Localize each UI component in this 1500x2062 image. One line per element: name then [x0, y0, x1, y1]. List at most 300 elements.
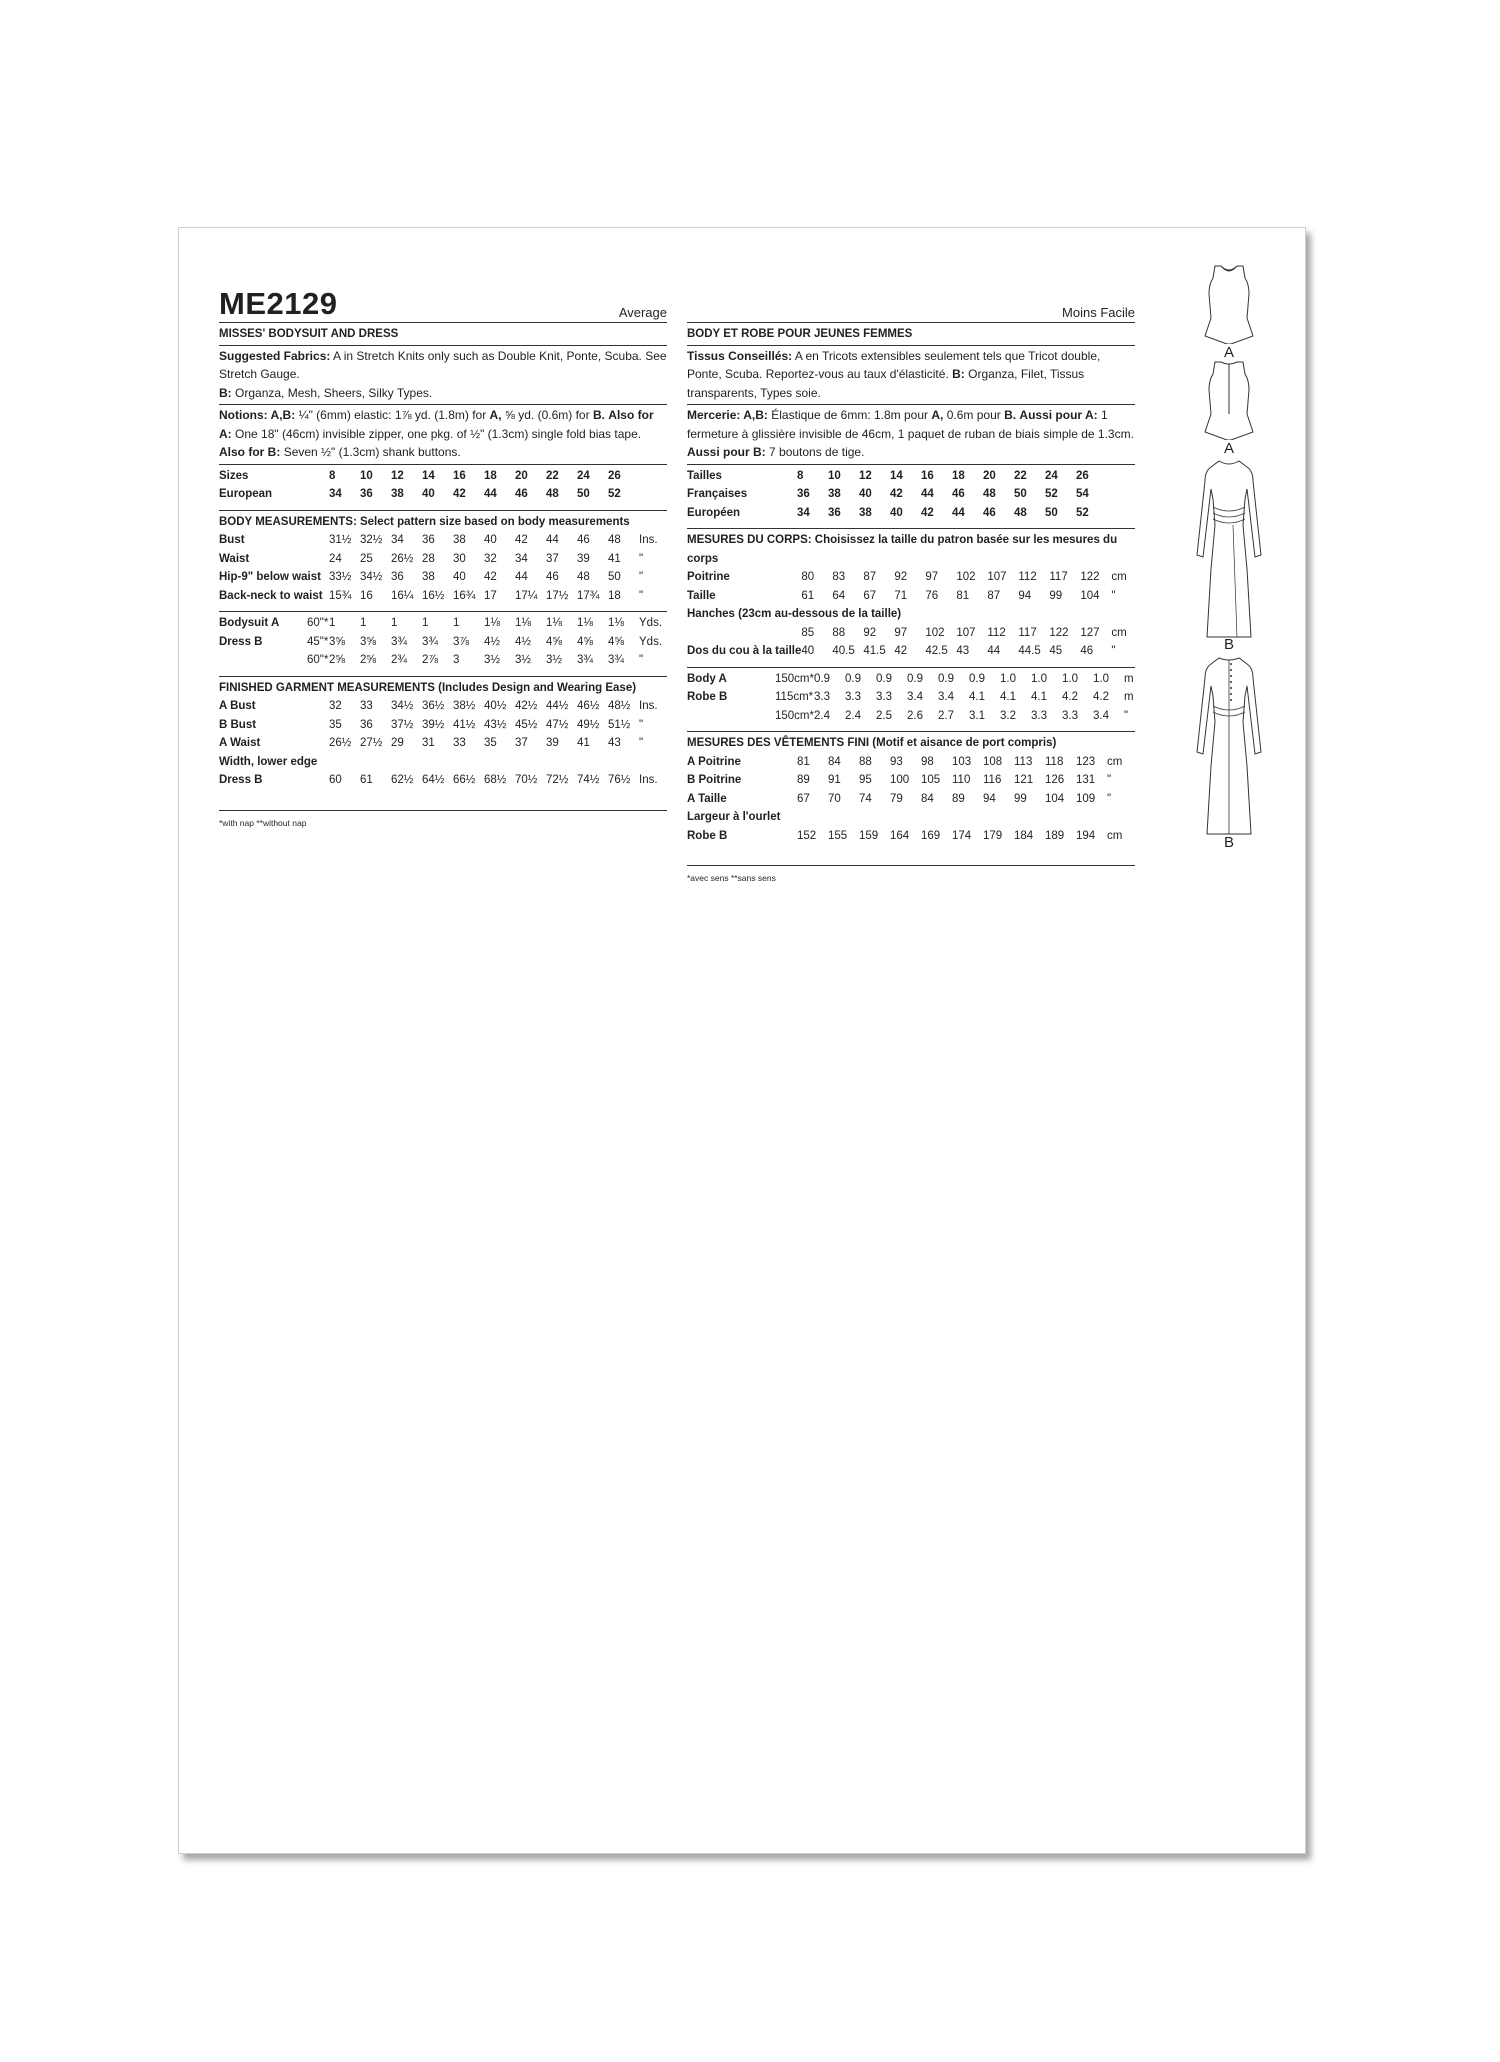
table-row [219, 485, 667, 504]
table-cell: 2¾ [391, 654, 407, 666]
table-cell: 22 [546, 469, 559, 482]
table-cell: 194 [1076, 829, 1096, 842]
footnote: *with nap **without nap [219, 817, 307, 828]
table-cell: 46 [577, 534, 590, 546]
table-cell: 103 [952, 755, 972, 768]
table-row [687, 485, 1135, 504]
unit-cell: m [1124, 672, 1134, 685]
table-cell: 89 [797, 774, 810, 786]
unit-cell: cm [1107, 829, 1123, 842]
table-cell: 35 [329, 718, 342, 731]
table-cell: 47½ [546, 718, 569, 731]
table-cell: 88 [859, 755, 872, 768]
figure-label-a-back: A [1223, 440, 1234, 457]
table-cell: 18 [952, 469, 965, 482]
table-row [219, 587, 667, 606]
table-cell: 117 [1018, 626, 1037, 639]
fabrics-b-text: Organza, Mesh, Sheers, Silky Types. [235, 385, 433, 400]
table-cell: 31 [422, 737, 435, 749]
table-cell: 16¾ [453, 589, 476, 602]
table-cell: 38 [453, 534, 466, 546]
table-cell: 36 [360, 718, 373, 731]
table-cell: 0.9 [938, 672, 954, 685]
pattern-envelope-back [178, 227, 1306, 1854]
row-label: Waist [219, 552, 250, 565]
table-cell: 46 [983, 506, 996, 519]
table-cell: 50 [1014, 488, 1027, 500]
table-cell: 87 [863, 571, 877, 583]
table-cell: 71 [894, 589, 908, 602]
notions [219, 405, 667, 465]
notions-also-a: Also for A: [219, 408, 654, 441]
table-cell: 42 [453, 488, 466, 500]
table-cell: 4.2 [1062, 691, 1078, 703]
table-cell: 112 [987, 626, 1006, 639]
table-cell: 52 [1076, 506, 1089, 519]
body-measurements [219, 511, 667, 613]
notions-text-1: ¼" (6mm) elastic: 1⅞ yd. (1.8m) for [298, 408, 487, 422]
table-cell: 189 [1045, 829, 1065, 842]
fabric-width: 60"* [307, 654, 329, 666]
bodysuit-a-front-illustration [1197, 264, 1261, 344]
row-label: B Poitrine [687, 774, 742, 786]
table-cell: 100 [890, 774, 910, 786]
table-cell: 81 [797, 755, 810, 768]
table-row [219, 568, 667, 587]
unit-cell: " [1107, 792, 1112, 805]
table-cell: 3.3 [1031, 709, 1047, 722]
table-row [219, 467, 667, 486]
yardage-table [219, 612, 667, 677]
table-cell: 1.0 [1000, 672, 1016, 685]
title-bar [219, 286, 667, 323]
table-cell: 46 [952, 488, 965, 500]
table-row [219, 734, 667, 753]
table-cell: 2.4 [845, 709, 861, 722]
yardage-table-fr [687, 668, 1135, 733]
table-cell: 3⅝ [329, 635, 345, 648]
table-cell: 44½ [546, 700, 569, 712]
table-cell: 1.0 [1093, 672, 1109, 685]
table-cell: 39 [577, 552, 590, 565]
table-cell: 3.4 [1093, 709, 1109, 722]
table-cell: 36 [391, 571, 404, 583]
table-cell: 17 [484, 589, 497, 602]
table-cell: 16½ [422, 589, 445, 602]
fabrics-label: Suggested Fabrics: [219, 348, 331, 363]
table-cell: 25 [360, 552, 373, 565]
table-cell: 41 [577, 737, 590, 749]
table-row [687, 670, 1135, 689]
unit-cell: m [1124, 691, 1134, 703]
table-cell: 40.5 [832, 645, 855, 657]
unit-cell: " [1111, 589, 1116, 602]
unit-cell: Yds. [639, 635, 663, 648]
table-cell: 42 [890, 488, 903, 500]
notions-label: Notions: A,B: [219, 408, 296, 422]
table-cell: 20 [983, 469, 996, 482]
table-cell: 33 [453, 737, 466, 749]
table-cell: 102 [956, 571, 976, 583]
table-cell: 50 [1045, 506, 1058, 519]
table-cell: 39 [546, 737, 559, 749]
table-cell: 37 [546, 552, 559, 565]
row-label: Bodysuit A [219, 617, 280, 629]
table-cell: 81 [956, 589, 970, 602]
table-cell: 97 [894, 626, 908, 639]
table-cell: 118 [1045, 755, 1064, 768]
fabric-width: 115cm* [775, 691, 814, 703]
unit-cell: " [1124, 709, 1129, 722]
table-cell: 84 [828, 755, 841, 768]
table-cell: 15¾ [329, 589, 352, 602]
table-cell: 26½ [329, 737, 352, 749]
table-cell: 34 [391, 534, 404, 546]
table-cell: 64½ [422, 774, 445, 786]
table-row [687, 707, 1135, 726]
table-cell: 40½ [484, 700, 507, 712]
notions-text-1-fr: Élastique de 6mm: 1.8m pour [771, 408, 929, 422]
table-cell: 43½ [484, 718, 507, 731]
table-cell: 4.1 [969, 691, 985, 703]
table-cell: 8 [329, 469, 336, 482]
fabrics-label-fr: Tissus Conseillés: [687, 348, 793, 363]
body-measurements-fr [687, 529, 1135, 668]
table-cell: 102 [925, 626, 945, 639]
unit-cell [639, 485, 667, 504]
table-cell: 113 [1014, 755, 1033, 768]
table-cell: 34 [515, 552, 528, 565]
table-cell: 48 [983, 488, 996, 500]
pattern-title: MISSES' BODYSUIT AND DRESS [219, 323, 667, 346]
table-cell: 109 [1076, 792, 1096, 805]
table-cell: 1 [360, 617, 367, 629]
table-cell: 3.3 [876, 691, 892, 703]
suggested-fabrics-fr [687, 346, 1135, 406]
table-cell: 3¾ [422, 635, 438, 648]
table-cell: 4.2 [1093, 691, 1109, 703]
table-row [219, 716, 667, 735]
table-cell: 70½ [515, 774, 538, 786]
unit-cell: " [639, 552, 644, 565]
table-cell: 95 [859, 774, 872, 786]
table-cell: 116 [983, 774, 1002, 786]
table-cell: 33½ [329, 571, 352, 583]
table-cell: 3½ [546, 654, 562, 666]
fabric-width: 150cm* [775, 672, 814, 685]
table-cell: 44 [515, 571, 528, 583]
table-row [687, 605, 1135, 624]
table-row [219, 633, 667, 652]
unit-cell [639, 467, 667, 486]
row-label: Dress B [219, 635, 263, 648]
unit-cell [1107, 485, 1135, 504]
table-cell: 72½ [546, 774, 569, 786]
notions-text-3: One 18" (46cm) invisible zipper, one pkg. of ½" (1.3cm) single fold bias tape. [235, 426, 642, 441]
table-cell: 3 [453, 654, 460, 666]
table-cell: 40 [890, 506, 903, 519]
table-cell: 45½ [515, 718, 538, 731]
table-cell: 80 [801, 571, 815, 583]
table-cell: 2⅞ [422, 654, 438, 666]
footnote-fr: *avec sens **sans sens [687, 873, 776, 883]
finished-measurements-heading: FINISHED GARMENT MEASUREMENTS (Includes Design and Wearing Ease) [219, 681, 637, 694]
table-cell: 38 [391, 488, 404, 500]
table-row [687, 753, 1135, 772]
table-cell: 99 [1049, 589, 1063, 602]
table-cell: 3¾ [391, 635, 407, 648]
table-cell: 41½ [453, 718, 476, 731]
table-cell: 3½ [484, 654, 500, 666]
suggested-fabrics [219, 346, 667, 406]
table-cell: 42 [894, 645, 908, 657]
table-cell: 29 [391, 737, 404, 749]
table-cell: 67 [863, 589, 877, 602]
table-cell: 20 [515, 469, 528, 482]
table-cell: 43 [956, 645, 970, 657]
table-cell: 1 [329, 617, 336, 629]
table-row [219, 771, 667, 790]
table-cell: 164 [890, 829, 910, 842]
table-cell: 2⅝ [360, 654, 376, 666]
table-cell: 12 [391, 469, 404, 482]
table-cell: 12 [859, 469, 872, 482]
row-label: Width, lower edge [219, 755, 318, 768]
table-cell: 0.9 [876, 672, 892, 685]
unit-cell: cm [1111, 626, 1127, 639]
table-cell: 41 [608, 552, 621, 565]
fabrics-b-label-fr: B: [952, 367, 965, 381]
notions-text-2: ⅝ yd. (0.6m) for [504, 408, 590, 422]
row-label: Européen [687, 506, 741, 519]
table-cell: 26 [608, 469, 621, 482]
table-cell: 0.9 [969, 672, 985, 685]
table-cell: 179 [983, 829, 1003, 842]
unit-cell: Ins. [639, 774, 658, 786]
row-label: Poitrine [687, 571, 730, 583]
row-label [687, 624, 801, 643]
row-label: Sizes [219, 469, 249, 482]
fabrics-b-label: B: [219, 385, 232, 400]
unit-cell: " [1111, 645, 1116, 657]
table-cell: 46 [546, 571, 559, 583]
row-label: A Waist [219, 737, 261, 749]
table-cell: 1 [422, 617, 429, 629]
table-cell: 0.9 [907, 672, 923, 685]
row-label: Taille [687, 589, 716, 602]
table-cell: 44 [484, 488, 497, 500]
table-cell: 2.6 [907, 709, 923, 722]
table-cell: 1⅛ [577, 617, 593, 629]
table-row [687, 568, 1135, 587]
table-cell: 24 [577, 469, 590, 482]
table-cell: 3.4 [938, 691, 954, 703]
row-label: Hanches (23cm au-dessous de la taille) [687, 608, 902, 620]
table-cell: 17½ [546, 589, 569, 602]
table-cell: 0.9 [845, 672, 861, 685]
table-cell: 3⅝ [360, 635, 376, 648]
title-bar-fr [687, 292, 1135, 323]
notions-a: A, [489, 408, 502, 422]
row-label: European [219, 488, 273, 500]
table-cell: 127 [1080, 626, 1100, 639]
table-cell: 24 [1045, 469, 1058, 482]
table-row [219, 614, 667, 633]
row-label: A Bust [219, 700, 256, 712]
row-label: Françaises [687, 488, 748, 500]
table-cell: 3¾ [577, 654, 593, 666]
notions-also-b: Also for B: [219, 445, 281, 459]
table-cell: 40 [859, 488, 872, 500]
table-cell: 16 [453, 469, 466, 482]
table-cell: 3½ [515, 654, 531, 666]
notions-text-4: Seven ½" (1.3cm) shank buttons. [283, 445, 461, 459]
fabric-width: 45"* [307, 635, 329, 648]
table-row [687, 808, 1135, 827]
table-cell: 31½ [329, 534, 352, 546]
table-cell: 42 [484, 571, 497, 583]
table-cell: 39½ [422, 718, 445, 731]
table-cell: 107 [987, 571, 1007, 583]
table-cell: 30 [453, 552, 466, 565]
unit-cell [1107, 504, 1135, 523]
table-cell: 68½ [484, 774, 507, 786]
table-row [219, 531, 667, 550]
table-cell: 152 [797, 829, 817, 842]
table-cell: 89 [952, 792, 965, 805]
table-cell: 60 [329, 774, 342, 786]
sizes-table-fr [687, 465, 1135, 530]
table-cell: 1.0 [1062, 672, 1078, 685]
table-cell: 76½ [608, 774, 631, 786]
sizes-table [219, 465, 667, 511]
table-cell: 37 [515, 737, 528, 749]
table-cell: 35 [484, 737, 497, 749]
table-cell: 24 [329, 552, 342, 565]
table-cell: 17¼ [515, 589, 538, 602]
table-cell: 32½ [360, 534, 383, 546]
table-cell: 4⅝ [577, 635, 593, 648]
table-cell: 34½ [391, 700, 414, 712]
row-label: Body A [687, 672, 727, 685]
table-cell: 79 [890, 792, 903, 805]
figure-label-a-front: A [1223, 344, 1234, 361]
row-label [219, 651, 307, 670]
table-cell: 40 [801, 645, 815, 657]
table-cell: 38 [859, 506, 872, 519]
table-cell: 38 [828, 488, 841, 500]
table-cell: 93 [890, 755, 903, 768]
pattern-title-fr: BODY ET ROBE POUR JEUNES FEMMES [687, 323, 1135, 346]
table-cell: 10 [360, 469, 373, 482]
table-cell: 41.5 [863, 645, 886, 657]
notions-text-3-fr: 1 fermeture à glissière invisible de 46cm, 1 paquet de ruban de biais simple de 1.3cm. [687, 408, 1134, 441]
table-cell: 34 [329, 488, 342, 500]
table-cell: 43 [608, 737, 621, 749]
table-cell: 26½ [391, 552, 414, 565]
table-cell: 94 [983, 792, 996, 805]
notions-a-fr: A, [931, 408, 944, 422]
table-cell: 46 [1080, 645, 1094, 657]
table-cell: 52 [1045, 488, 1058, 500]
table-cell: 131 [1076, 774, 1096, 786]
notions-fr [687, 405, 1135, 465]
table-cell: 70 [828, 792, 841, 805]
table-cell: 32 [484, 552, 497, 565]
table-cell: 1.0 [1031, 672, 1047, 685]
table-cell: 1 [391, 617, 398, 629]
dress-b-back-illustration [1189, 656, 1269, 836]
table-row [219, 651, 667, 670]
table-cell: 4½ [515, 635, 531, 648]
table-cell: 61 [801, 589, 815, 602]
table-cell: 49½ [577, 718, 600, 731]
unit-cell: Ins. [639, 700, 658, 712]
table-cell: 46½ [577, 700, 600, 712]
table-cell: 62½ [391, 774, 414, 786]
table-cell: 44 [921, 488, 934, 500]
row-label: Dos du cou à la taille [687, 645, 802, 657]
table-row [687, 771, 1135, 790]
body-measurements-heading-fr: MESURES DU CORPS: Choisissez la taille du patron basée sur les mesures du corps [687, 534, 1118, 565]
table-cell: 66½ [453, 774, 476, 786]
table-cell: 74½ [577, 774, 600, 786]
table-cell: 16 [360, 589, 373, 602]
table-cell: 34 [797, 506, 810, 519]
table-cell: 22 [1014, 469, 1027, 482]
table-cell: 16¼ [391, 589, 414, 602]
table-cell: 33 [360, 700, 373, 712]
table-cell: 40 [453, 571, 466, 583]
table-cell: 64 [832, 589, 846, 602]
table-cell: 92 [894, 571, 908, 583]
table-row [219, 550, 667, 569]
table-row [687, 642, 1135, 661]
table-cell: 8 [797, 469, 804, 482]
table-cell: 48 [546, 488, 559, 500]
figure-label-b-front: B [1223, 636, 1234, 653]
row-label: A Poitrine [687, 755, 741, 768]
unit-cell: " [639, 718, 644, 731]
body-measurements-heading: BODY MEASUREMENTS: Select pattern size based on body measurements [219, 515, 630, 528]
dress-b-front-illustration [1189, 459, 1269, 639]
fabrics-text: A in Stretch Knits only such as Double Knit, Ponte, Scuba. See Stretch Gauge. [219, 348, 667, 381]
table-cell: 36 [422, 534, 435, 546]
finished-measurements-fr [687, 732, 1135, 866]
table-cell: 4⅝ [608, 635, 624, 648]
fabrics-text-fr: A en Tricots extensibles seulement tels que Tricot double, Ponte, Scuba. Reportez-vous au taux d'élasticité. [687, 348, 1101, 381]
table-cell: 1⅛ [484, 617, 500, 629]
table-cell: 98 [921, 755, 934, 768]
table-cell: 36 [797, 488, 810, 500]
table-cell: 38 [422, 571, 435, 583]
unit-cell: Ins. [639, 534, 658, 546]
row-label: Dress B [219, 774, 263, 786]
table-row [219, 753, 667, 772]
table-cell: 3¾ [608, 654, 624, 666]
table-cell: 28 [422, 552, 435, 565]
table-cell: 18 [484, 469, 497, 482]
unit-cell: cm [1111, 571, 1127, 583]
table-cell: 91 [828, 774, 841, 786]
table-cell: 155 [828, 829, 848, 842]
table-row [219, 697, 667, 716]
table-cell: 38½ [453, 700, 476, 712]
table-cell: 67 [797, 792, 810, 805]
notions-text-4-fr: 7 boutons de tige. [769, 445, 865, 459]
table-cell: 74 [859, 792, 872, 805]
table-cell: 174 [952, 829, 972, 842]
